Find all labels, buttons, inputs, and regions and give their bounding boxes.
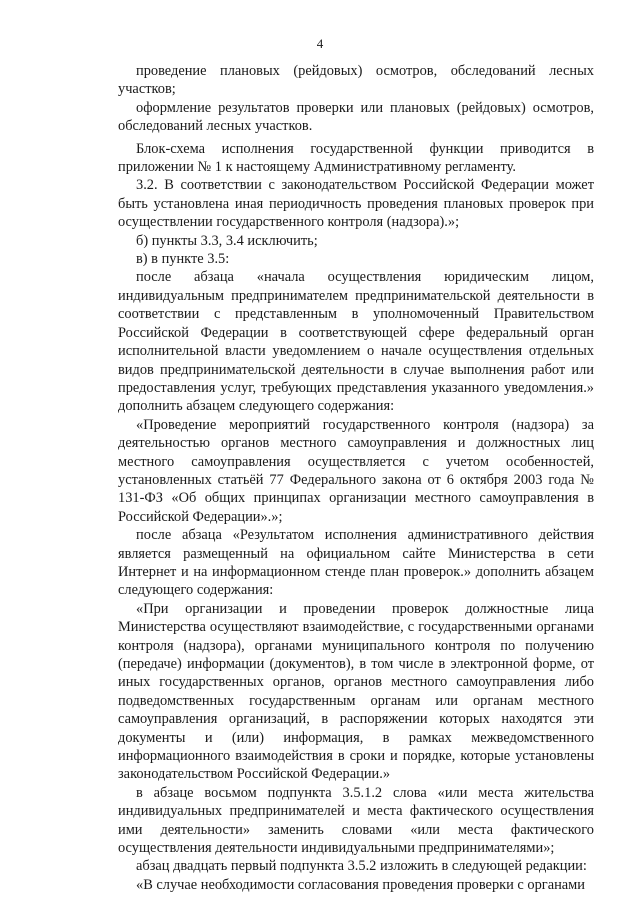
paragraph: в) в пункте 3.5: bbox=[136, 251, 230, 268]
paragraph: после абзаца «Результатом исполнения административного действия является размещенный на официальном сайте Министерства в сети Интернет и на информационном стенде план проверок.» дополнить абзацем следующего содержания: bbox=[118, 527, 594, 599]
paragraph: Блок-схема исполнения государственной функции приводится в приложении № 1 к настоящему Административному регламенту. bbox=[118, 140, 594, 176]
page-number: 4 bbox=[316, 36, 324, 51]
paragraph: проведение плановых (рейдовых) осмотров, обследований лесных участков; bbox=[118, 63, 594, 98]
paragraph: б) пункты 3.3, 3.4 исключить; bbox=[136, 232, 318, 249]
paragraph: абзац двадцать первый подпункта 3.5.2 изложить в следующей редакции: bbox=[136, 858, 587, 875]
paragraph: оформление результатов проверки или плановых (рейдовых) осмотров, обследований лесных участков. bbox=[118, 99, 594, 135]
paragraph: «Проведение мероприятий государственного контроля (надзора) за деятельностью органов местного самоуправления и должностных лиц местного самоуправления осуществляется с учетом особенностей, установленных статьёй 77 Федерального закона от 6 октября 2003 года № 131-ФЗ «Об общих принципах организации местного самоуправления в Российской Федерации».»; bbox=[118, 416, 594, 525]
paragraph: после абзаца «начала осуществления юридическим лицом, индивидуальным предпринимателем предпринимательской деятельности в соответствии с представленным в уполномоченный Правительством Российской Федерации в соответствующей сфере федеральный орган исполнительной власти уведомлением о начале осуществления отдельных видов предпринимательской деятельности в случае выполнения работ или предоставления услуг, требующих представления указанного уведомления.» дополнить абзацем следующего содержания: bbox=[118, 269, 594, 415]
document-body bbox=[118, 62, 594, 894]
paragraph: «При организации и проведении проверок должностные лица Министерства осуществляют взаимодействие, с государственными органами контроля (надзора), органами муниципального контроля по получению (передаче) информации (документов), в том числе в электронной форме, от иных государственных органов, органов местного самоуправления либо подведомственных государственным органам или органам местного самоуправления организаций, в распоряжении которых находятся эти документы и (или) информация, в рамках межведомственного информационного взаимодействия в сроки и порядке, которые установлены законодательством Российской Федерации.» bbox=[118, 600, 594, 783]
paragraph: 3.2. В соответствии с законодательством Российской Федерации может быть установлена иная периодичность проведения плановых проверок при осуществлении государственного контроля (надзора).»; bbox=[118, 177, 594, 231]
paragraph: «В случае необходимости согласования проведения проверки с органами bbox=[136, 876, 585, 893]
paragraph: в абзаце восьмом подпункта 3.5.1.2 слова «или места жительства индивидуальных предпринимателей и места фактического осуществления ими деятельности» заменить словами «или места фактического осуществления деятельности индивидуальными предпринимателями»; bbox=[118, 784, 594, 857]
